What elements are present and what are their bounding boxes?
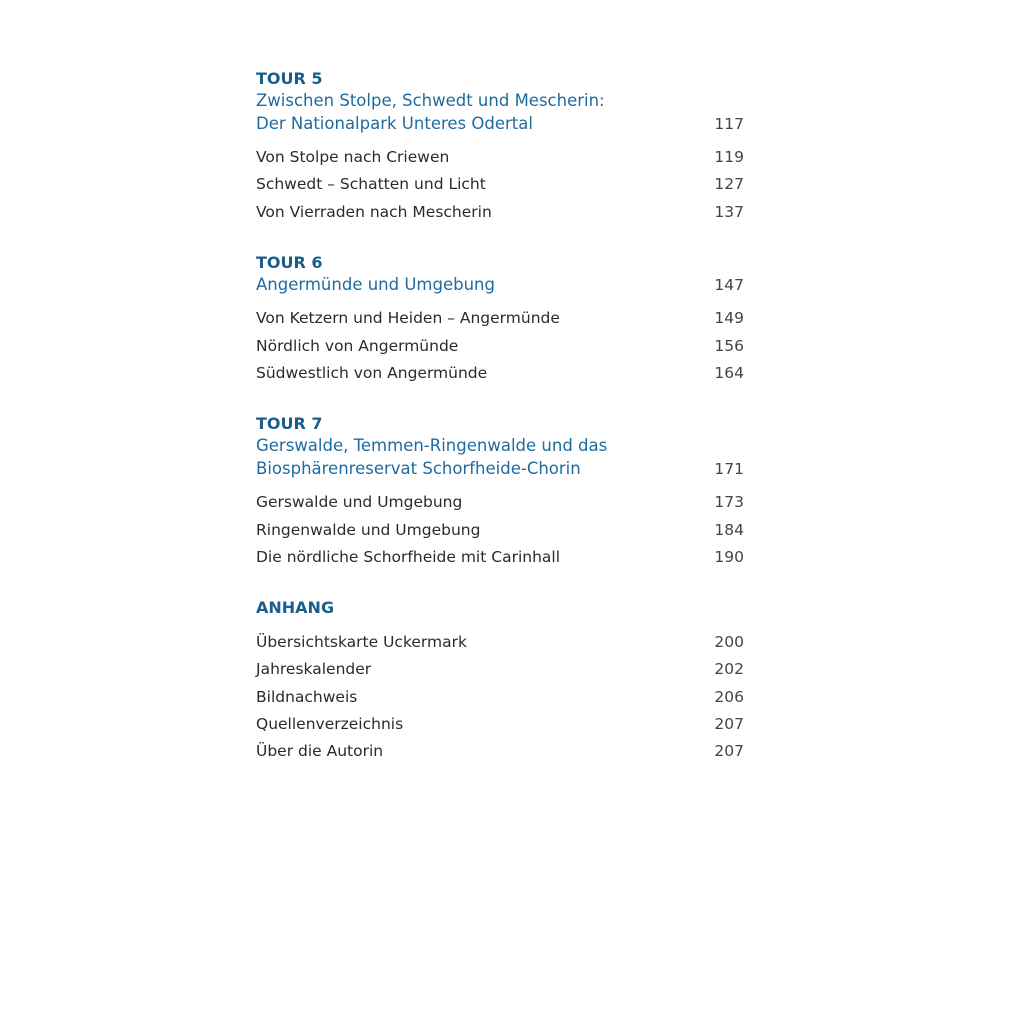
toc-entry-text: Bildnachweis — [256, 687, 358, 706]
anhang-section — [256, 597, 744, 765]
toc-entry[interactable] — [256, 517, 744, 544]
toc-entry-page: 156 — [714, 336, 744, 355]
toc-entry-page: 173 — [714, 493, 744, 512]
tour-section-6 — [256, 252, 744, 387]
toc-entry-page: 207 — [714, 715, 744, 734]
tour-title: Angermünde und Umgebung — [256, 274, 495, 294]
toc-entry-page: 164 — [714, 363, 744, 382]
tour-title-page: 147 — [714, 275, 744, 294]
toc-entry-text: Jahreskalender — [256, 660, 372, 679]
toc-entry[interactable] — [256, 738, 744, 765]
tour-label: TOUR 6 — [256, 252, 323, 272]
tour-section-5 — [256, 68, 744, 226]
toc-entry[interactable] — [256, 305, 744, 332]
toc-entry-text: Ringenwalde und Umgebung — [256, 520, 481, 539]
toc-entry-page: 149 — [714, 309, 744, 328]
toc-entry-page: 119 — [714, 148, 744, 166]
toc-entry-page: 184 — [714, 520, 744, 539]
toc-entry-text: Von Stolpe nach Criewen — [256, 148, 450, 166]
toc-entry-text: Quellenverzeichnis — [256, 715, 404, 734]
toc-entry-text: Über die Autorin — [256, 742, 384, 761]
toc-entry-text: Schwedt – Schatten und Licht — [256, 175, 486, 194]
toc-entry-page: 207 — [714, 742, 744, 761]
toc-entry[interactable] — [256, 656, 744, 683]
toc-entry[interactable] — [256, 333, 744, 360]
toc-entry[interactable] — [256, 629, 744, 656]
toc-entry-text: Übersichtskarte Uckermark — [256, 633, 467, 652]
toc-entry[interactable] — [256, 171, 744, 198]
toc-entry[interactable] — [256, 544, 744, 571]
toc-entry[interactable] — [256, 711, 744, 738]
toc-entry-page: 206 — [714, 687, 744, 706]
tour-label: TOUR 5 — [256, 69, 323, 88]
tour-title-page: 171 — [714, 459, 744, 478]
toc-entry[interactable] — [256, 360, 744, 387]
toc-entry-page: 190 — [714, 547, 744, 566]
toc-entry[interactable] — [256, 199, 744, 226]
toc-entry-text: Nördlich von Angermünde — [256, 336, 459, 355]
toc-entry-text: Von Vierraden nach Mescherin — [256, 202, 492, 221]
toc-entry-page: 200 — [714, 633, 744, 652]
toc-entry[interactable] — [256, 489, 744, 516]
tour-title-row[interactable] — [256, 90, 744, 135]
toc-entry[interactable] — [256, 684, 744, 711]
toc-entry[interactable] — [256, 144, 744, 171]
tour-section-7 — [256, 413, 744, 571]
toc-entry-page: 127 — [714, 175, 744, 194]
toc-entry-text: Von Ketzern und Heiden – Angermünde — [256, 309, 560, 328]
toc-entry-text: Die nördliche Schorfheide mit Carinhall — [256, 547, 561, 566]
tour-title: Zwischen Stolpe, Schwedt und Mescherin: Der Nationalpark Unteres Odertal — [256, 91, 605, 133]
tour-title-row[interactable] — [256, 435, 744, 480]
tour-title-page: 117 — [714, 114, 744, 133]
tour-title-row[interactable] — [256, 274, 744, 297]
toc-entry-text: Südwestlich von Angermünde — [256, 363, 488, 382]
tour-label: TOUR 7 — [256, 414, 323, 434]
tour-title: Gerswalde, Temmen-Ringenwalde und das Biosphärenreservat Schorfheide-Chorin — [256, 436, 608, 478]
toc-entry-page: 137 — [714, 202, 744, 221]
toc-entry-text: Gerswalde und Umgebung — [256, 493, 463, 512]
anhang-label: ANHANG — [256, 598, 335, 618]
table-of-contents — [256, 68, 744, 766]
toc-entry-page: 202 — [714, 660, 744, 679]
